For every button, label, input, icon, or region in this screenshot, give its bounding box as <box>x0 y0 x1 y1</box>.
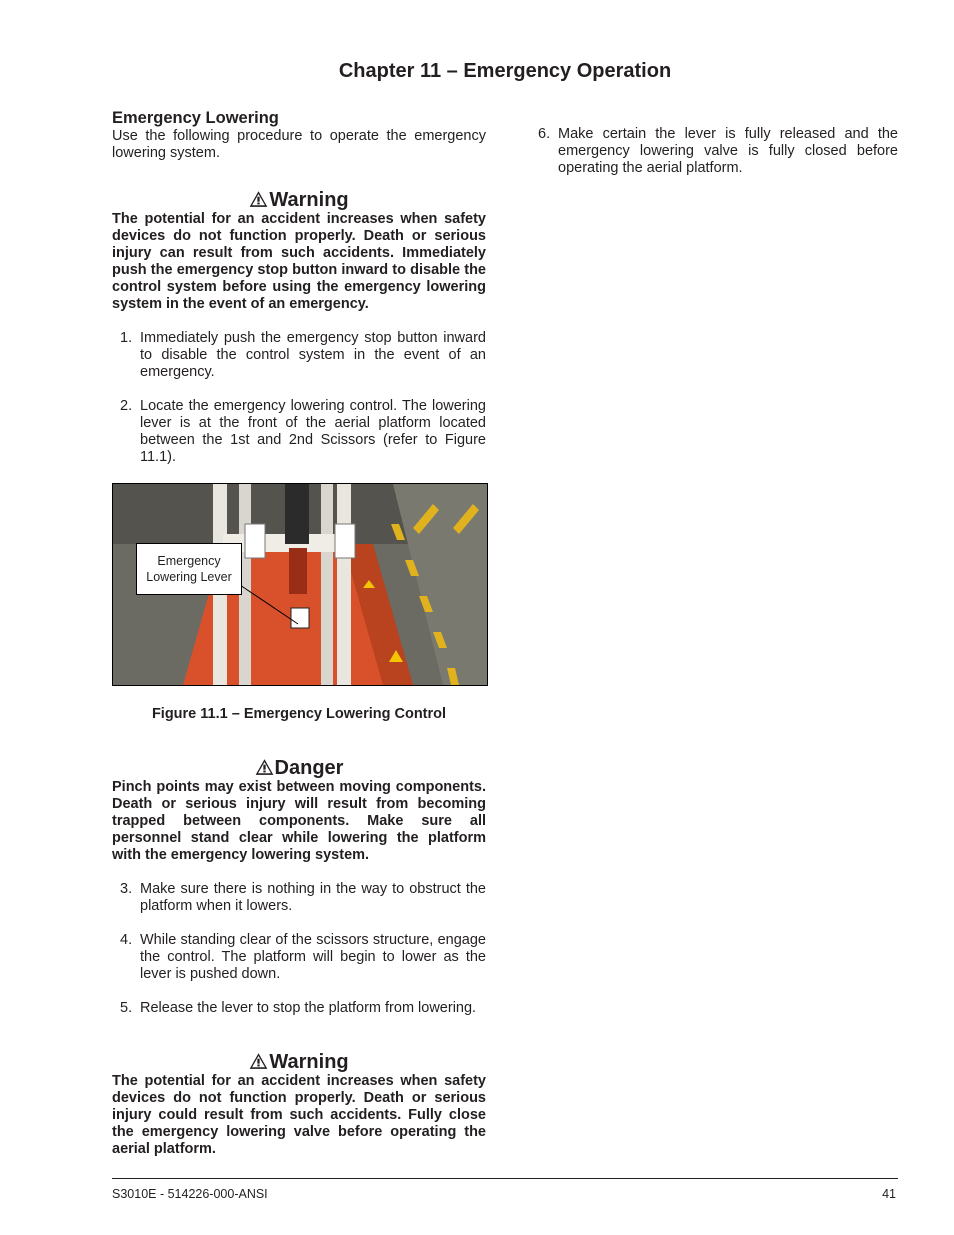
danger-heading <box>112 757 486 779</box>
step-number: 2. <box>120 398 133 414</box>
warning-body: The potential for an accident increases when safety devices do not function properly. Death or serious injury can result from such accidents. Immediately push the emergency stop button inward to disable the control system before using the emergency lowering system in the event of an emergency. <box>112 211 486 312</box>
intro-paragraph: Use the following procedure to operate the emergency lowering system. <box>112 128 486 161</box>
footer-doc-id: S3010E - 514226-000-ANSI <box>112 1187 268 1201</box>
footer-divider <box>112 1178 898 1179</box>
danger-callout <box>112 757 486 864</box>
warning-callout-1 <box>112 189 486 313</box>
steps-list-c <box>530 126 898 177</box>
warning-body: The potential for an accident increases when safety devices do not function properly. Death or serious injury could result from such accidents. Fully close the emergency lowering valve before operating the aerial platform. <box>112 1073 486 1157</box>
list-item <box>530 126 898 177</box>
figure-photo <box>112 483 488 686</box>
danger-heading-text: Danger <box>274 757 344 779</box>
warning-triangle-icon <box>255 758 274 776</box>
callout-line-1: Emergency <box>157 554 221 568</box>
left-column <box>112 108 486 1158</box>
list-item <box>112 398 486 466</box>
figure-callout-label <box>136 543 242 595</box>
step-number: 1. <box>120 330 133 346</box>
step-text: While standing clear of the scissors structure, engage the control. The platform will begin to lower as the lever is pushed down. <box>140 932 486 982</box>
warning-triangle-icon <box>249 190 268 208</box>
step-text: Release the lever to stop the platform from lowering. <box>140 1000 477 1016</box>
section-heading: Emergency Lowering <box>112 109 279 127</box>
warning-heading <box>112 189 486 211</box>
callout-line-2: Lowering Lever <box>146 570 232 584</box>
warning-heading-text: Warning <box>269 189 349 211</box>
step-number: 6. <box>538 126 551 142</box>
warning-heading <box>112 1051 486 1073</box>
list-item <box>112 1000 486 1017</box>
step-number: 5. <box>120 1000 133 1016</box>
right-column <box>530 126 898 177</box>
step-text: Make sure there is nothing in the way to obstruct the platform when it lowers. <box>140 881 486 914</box>
step-text: Locate the emergency lowering control. The lowering lever is at the front of the aerial platform located between the 1st and 2nd Scissors (refer to Figure 11.1). <box>140 398 486 465</box>
step-number: 3. <box>120 881 133 897</box>
list-item <box>112 881 486 915</box>
step-number: 4. <box>120 932 133 948</box>
figure-caption: Figure 11.1 – Emergency Lowering Control <box>151 706 447 722</box>
steps-list-b <box>112 881 486 1017</box>
list-item <box>112 330 486 381</box>
danger-body: Pinch points may exist between moving components. Death or serious injury will result from becoming trapped between components. Make sure all personnel stand clear while lowering the platform with the emergency lowering system. <box>112 779 486 863</box>
step-text: Make certain the lever is fully released and the emergency lowering valve is fully closed before operating the aerial platform. <box>558 126 898 176</box>
chapter-title: Chapter 11 – Emergency Operation <box>338 60 672 82</box>
warning-heading-text: Warning <box>269 1051 349 1073</box>
steps-list-a <box>112 330 486 466</box>
list-item <box>112 932 486 983</box>
step-text: Immediately push the emergency stop button inward to disable the control system in the event of an emergency. <box>140 330 486 380</box>
footer-page-number: 41 <box>882 1187 896 1201</box>
warning-triangle-icon <box>249 1052 268 1070</box>
warning-callout-2 <box>112 1051 486 1158</box>
